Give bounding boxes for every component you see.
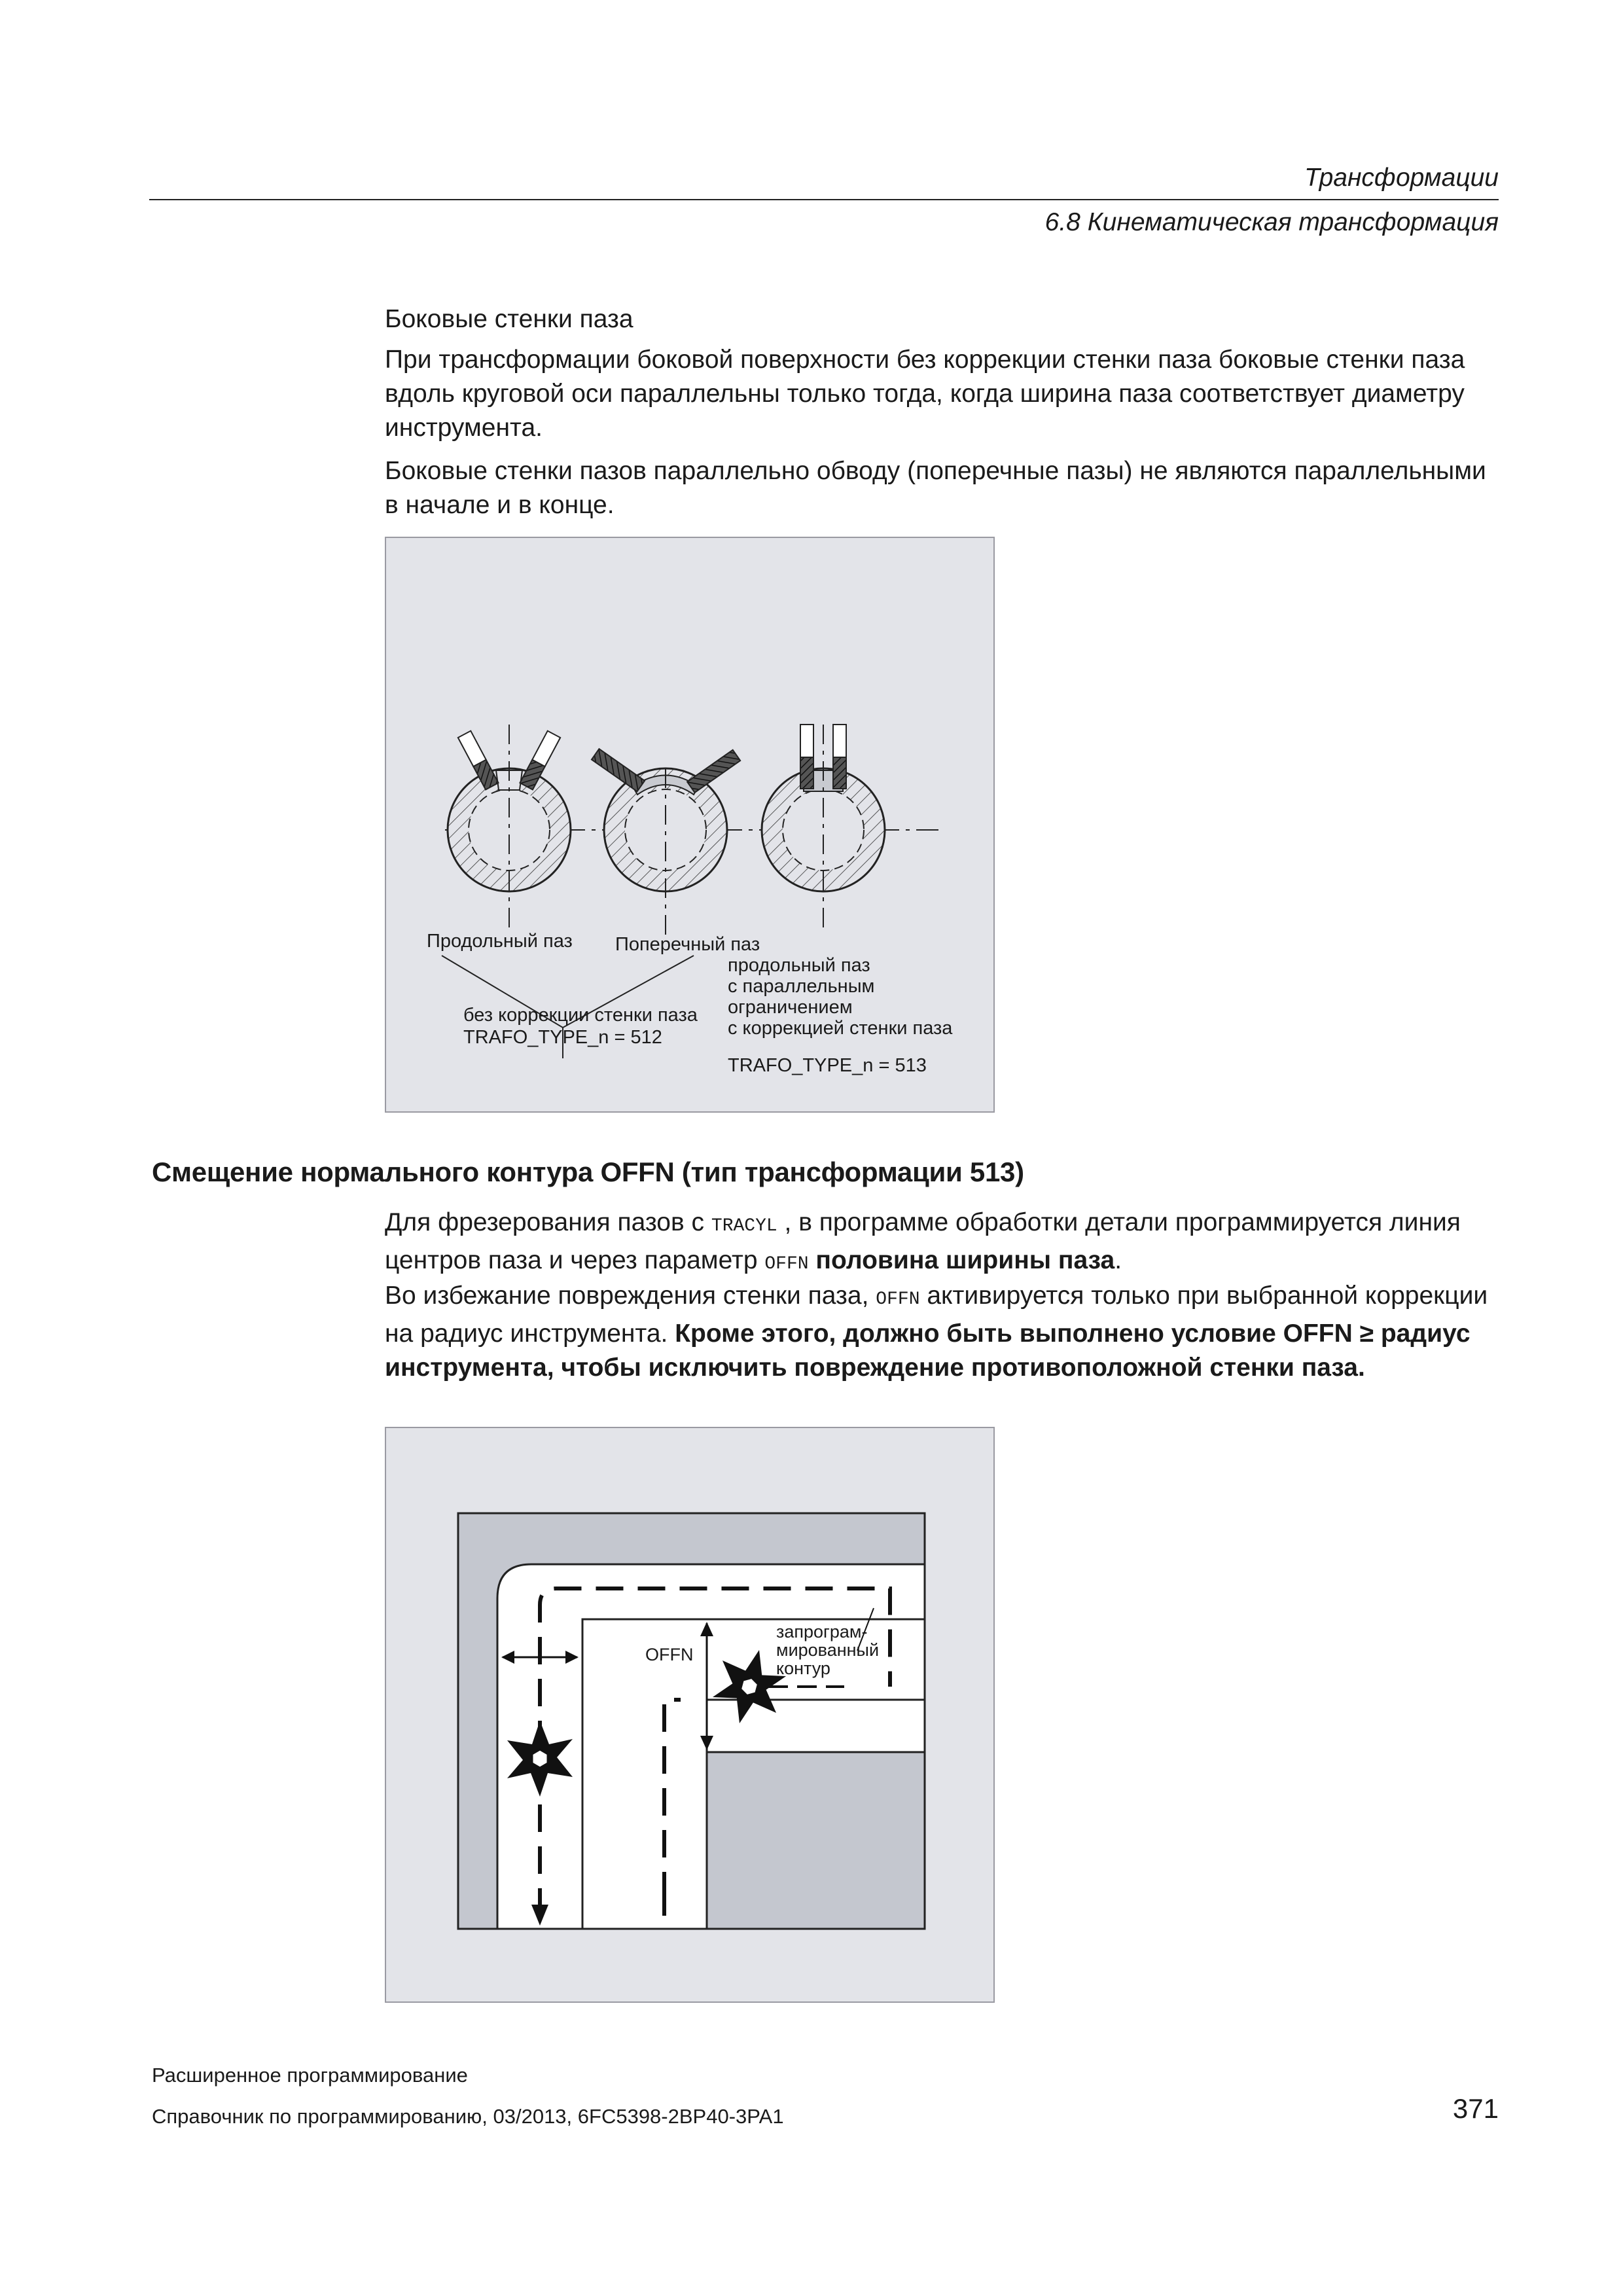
bold-half-width: половина ширины паза [815,1246,1115,1274]
cylinder-transverse-slot [592,749,740,937]
paragraph-offn-condition: Во избежание повреждения стенки паза, OFFN активируется только при выбранной коррекции на радиус инструмента. Кроме этого, должно быть выполнено условие OFFN ≥ радиус инструмента, чтобы исключить повреждение противоположной стенки паза. [385,1282,1488,1382]
label-transverse: Поперечный паз [615,934,760,955]
code-offn: OFFN [764,1254,809,1274]
figure-slot-walls-drawing [386,538,996,1114]
figure-offn-drawing [386,1428,996,2004]
footer-book-title: Расширенное программирование [152,2064,468,2087]
chapter-title: Трансформации [1304,164,1499,192]
figure-slot-walls [385,537,995,1113]
label-no-correction-2: TRAFO_TYPE_n = 512 [463,1027,662,1048]
label-programmed-2: мированный [776,1640,880,1660]
bold-condition: Кроме этого, должно быть выполнено условие OFFN ≥ радиус инструмента, чтобы исключить повреждение противоположной стенки паза. [385,1319,1471,1382]
label-parallel-3: ограничением [728,997,853,1018]
figure-offn [385,1427,995,2003]
label-parallel-4: с коррекцией стенки паза [728,1018,953,1039]
page-number: 371 [1452,2093,1499,2124]
cylinder-longitudinal-parallel [762,725,885,934]
paragraph-offn-programming: Для фрезерования пазов с TRACYL , в программе обработки детали программируется линия центров паза и через параметр OFFN половина ширины паза. [385,1208,1461,1274]
offn-heading: Смещение нормального контура OFFN (тип трансформации 513) [152,1157,1024,1187]
section-title: 6.8 Кинематическая трансформация [1044,208,1499,236]
label-offn: OFFN [645,1645,694,1664]
label-no-correction-1: без коррекции стенки паза [463,1005,698,1026]
paragraph-cross-slots: Боковые стенки пазов параллельно обводу (поперечные пазы) не являются параллельными в начале и в конце. [385,457,1486,519]
code-offn-2: OFFN [876,1289,920,1310]
footer-reference: Справочник по программированию, 03/2013, 6FC5398-2BP40-3PA1 [152,2105,784,2128]
subheading-slot-walls: Боковые стенки паза [385,305,633,333]
code-tracyl: TRACYL [711,1216,777,1236]
label-programmed-3: контур [776,1659,830,1678]
label-parallel-2: с параллельным [728,976,875,997]
label-longitudinal: Продольный паз [427,931,573,952]
label-parallel-1: продольный паз [728,955,870,976]
cylinder-longitudinal-no-correction [448,725,571,934]
label-parallel-5: TRAFO_TYPE_n = 513 [728,1055,927,1076]
paragraph-side-surface: При трансформации боковой поверхности без коррекции стенки паза боковые стенки паза вдоль круговой оси параллельны только тогда, когда ширина паза соответствует диаметру инструмента. [385,346,1465,442]
label-programmed-1: запрограм- [776,1622,868,1641]
header-rule [149,199,1499,200]
